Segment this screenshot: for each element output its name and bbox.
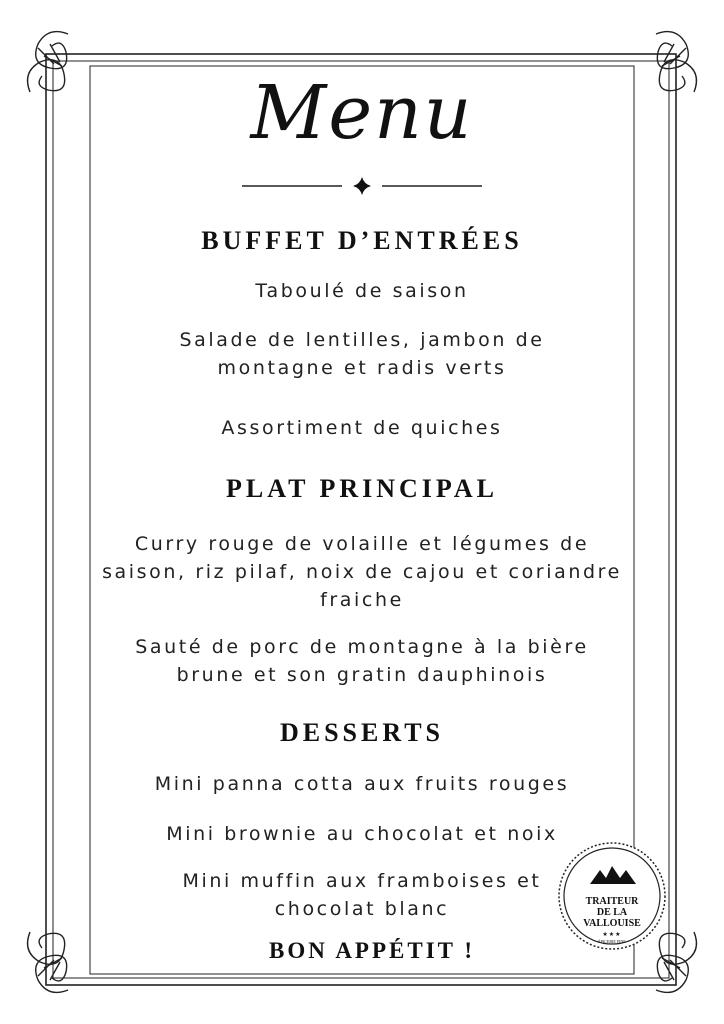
menu-item: Assortiment de quiches <box>221 417 503 439</box>
menu-item: Sauté de porc de montagne à la bière brune et son gratin dauphinois <box>135 636 589 686</box>
menu-item: Mini brownie au chocolat et noix <box>166 823 558 845</box>
logo-line-1: TRAITEUR <box>585 896 639 907</box>
title-divider <box>242 176 482 196</box>
section-heading-desserts: DESSERTS <box>279 718 445 747</box>
menu-title: Menu <box>250 70 474 156</box>
menu-item: Mini muffin aux framboises et chocolat blanc <box>182 870 542 920</box>
section-heading-plat-principal: PLAT PRINCIPAL <box>226 474 498 503</box>
logo-line-2: DE LA <box>596 907 628 918</box>
traiteur-logo <box>556 840 668 952</box>
logo-stars: ★★★ <box>602 932 622 938</box>
sparkle-icon <box>353 177 371 195</box>
menu-item: Taboulé de saison <box>255 280 469 302</box>
menu-item: Salade de lentilles, jambon de montagne et radis verts <box>179 329 545 379</box>
menu-item: Curry rouge de volaille et légumes de saison, riz pilaf, noix de cajou et coriandre fraiche <box>102 533 622 611</box>
logo-tagline: ÉPICERIE FINE <box>598 939 626 944</box>
section-heading-entrees: BUFFET D’ENTRÉES <box>201 226 523 255</box>
logo-line-3: VALLOUISE <box>583 918 641 929</box>
closing-text: BON APPÉTIT ! <box>269 938 475 963</box>
menu-item: Mini panna cotta aux fruits rouges <box>154 773 570 795</box>
